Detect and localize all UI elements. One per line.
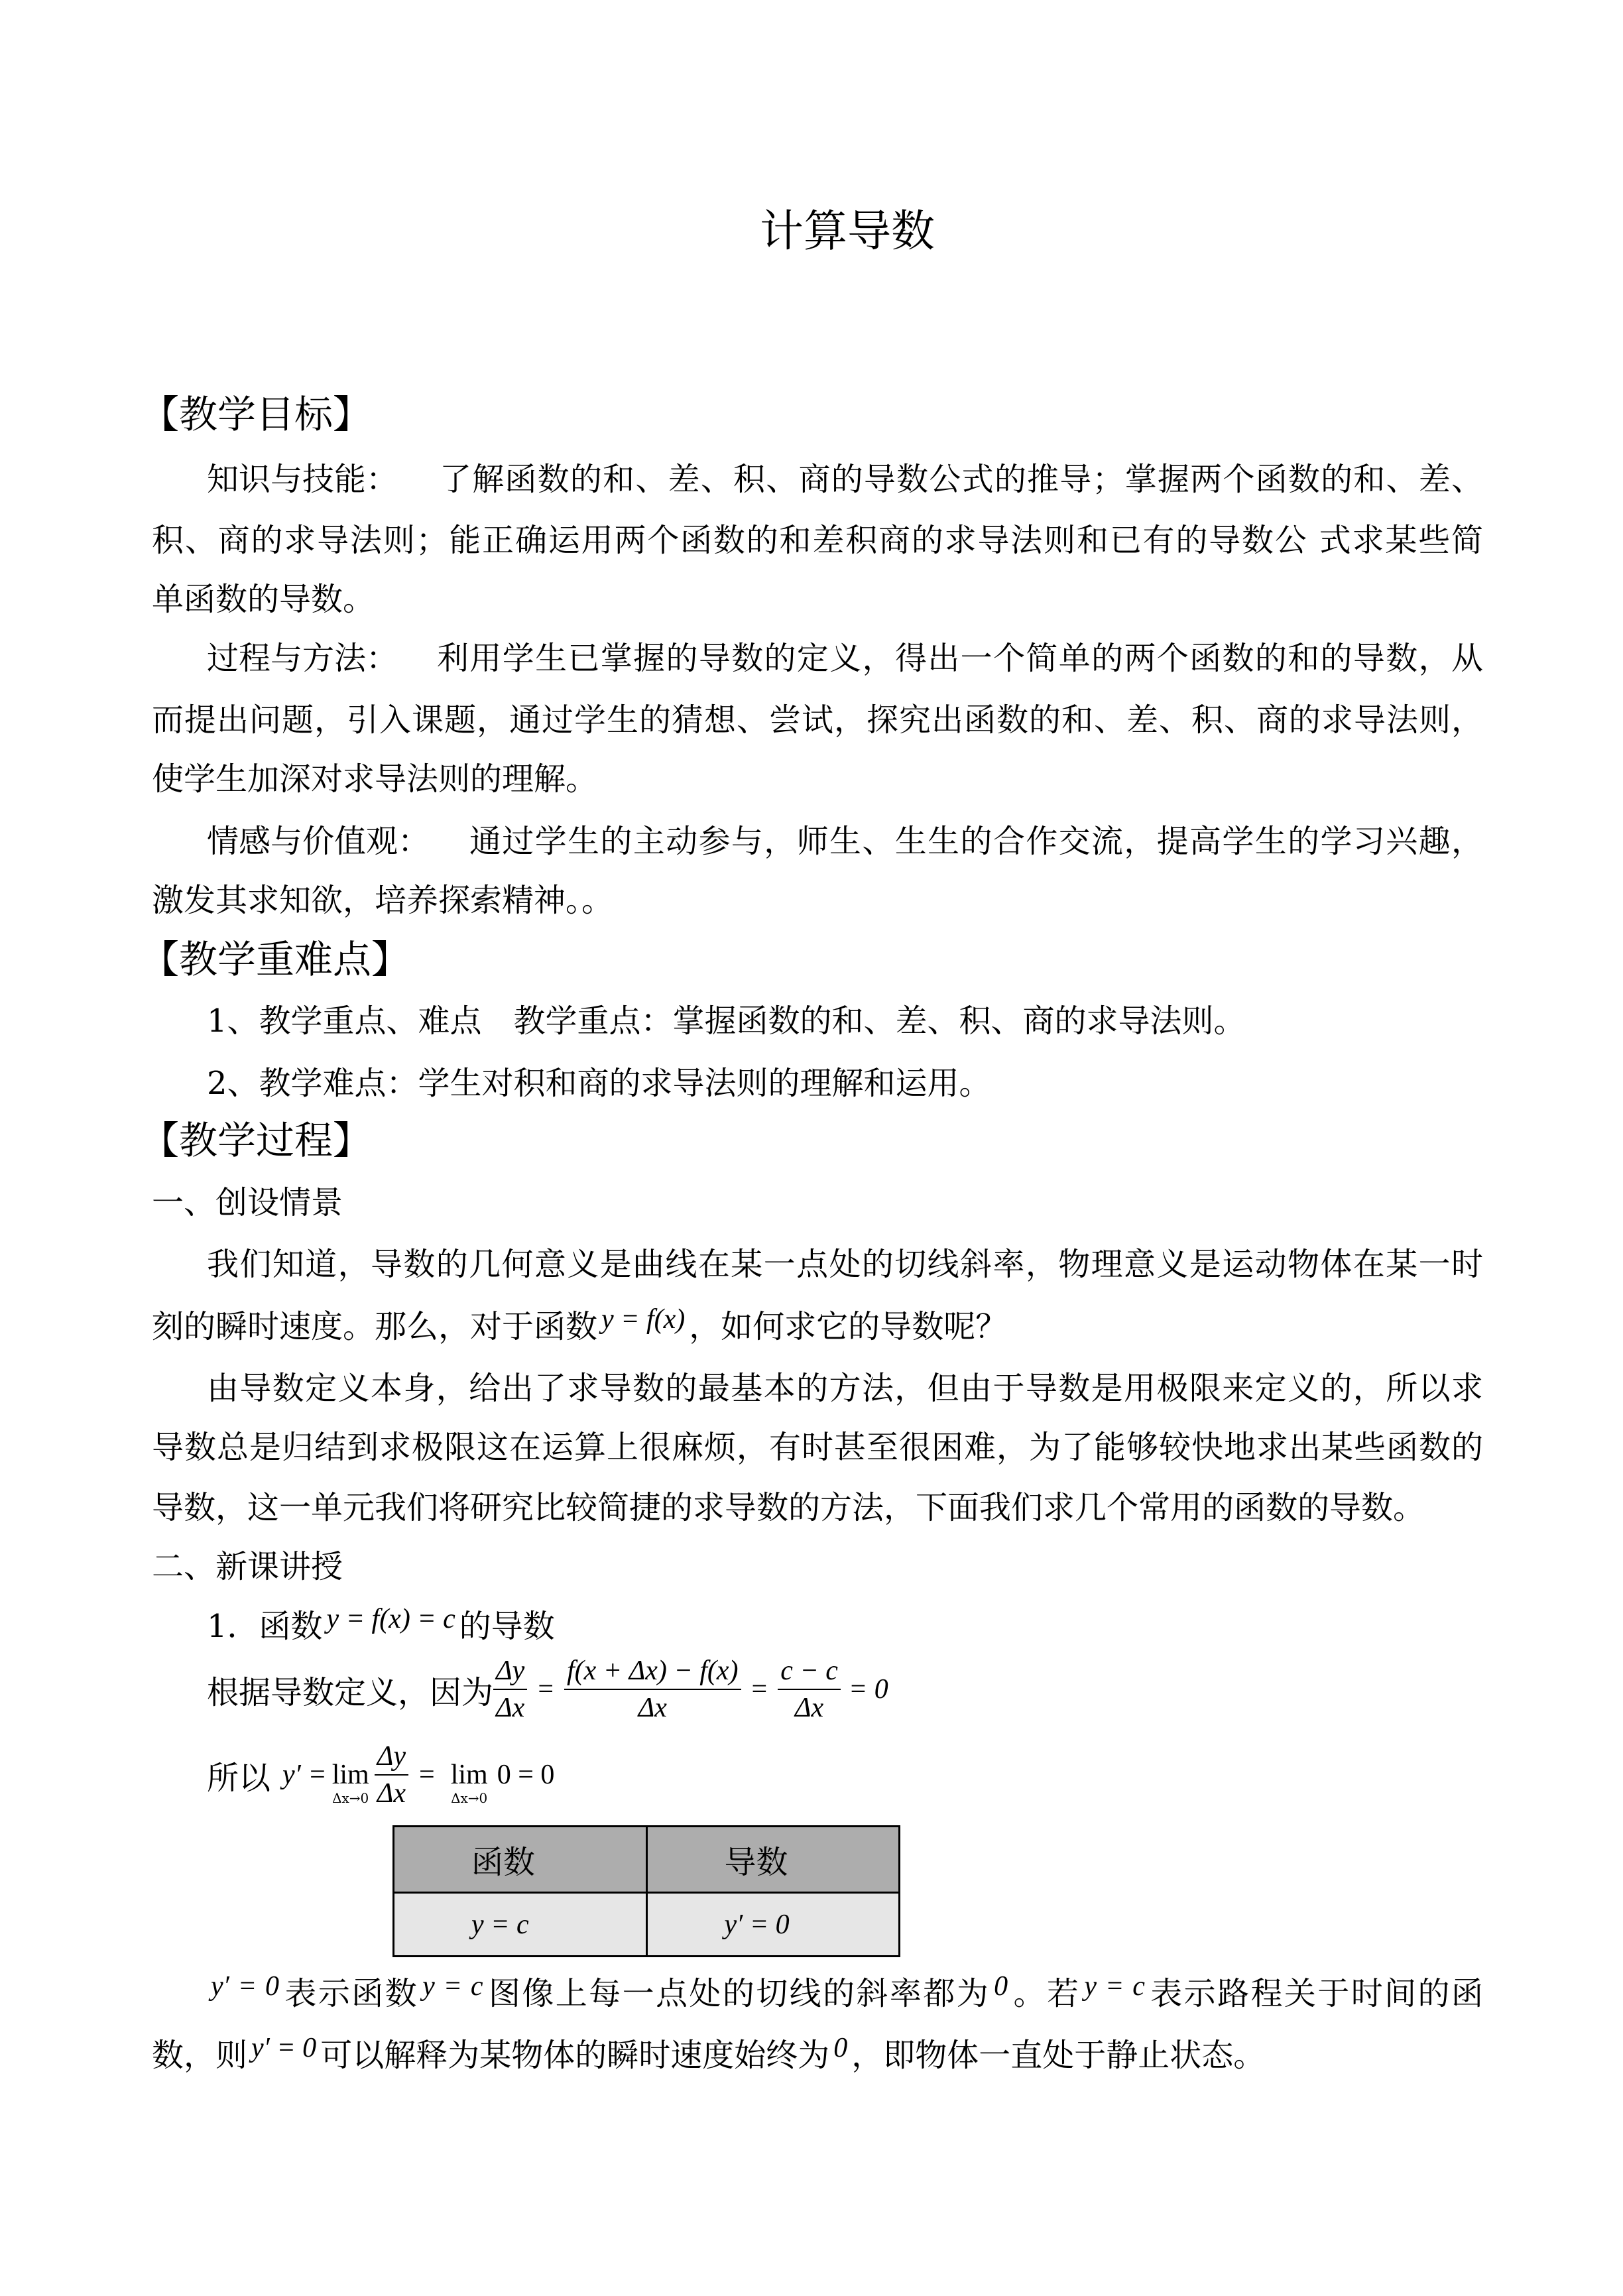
table-header-row: [394, 1827, 900, 1893]
fraction-denominator: Δx: [638, 1693, 667, 1723]
item1-text-post: 的导数: [459, 1608, 555, 1645]
label-values: 情感与价值观：: [207, 823, 430, 860]
table-cell-derivative: y′ = 0: [646, 1893, 900, 1957]
key-point-2: 2、教学难点：学生对积和商的求导法则的理解和运用。: [207, 1065, 991, 1102]
explanation-text: 数，则: [152, 2037, 248, 2074]
section-heading-intro: 一、创设情景: [152, 1184, 343, 1221]
table-row: [394, 1893, 900, 1957]
math-zero: 0: [994, 1971, 1008, 2002]
table-header-function: 函数: [394, 1827, 647, 1893]
equals-sign: =: [751, 1674, 768, 1705]
fraction-difference-quotient: [564, 1653, 741, 1726]
intro-para2-line-1: 由导数定义本身，给出了求导数的最基本的方法，但由于导数是用极限来定义的，所以求: [207, 1370, 1483, 1407]
explanation-text: 可以解释为某物体的瞬时速度始终为: [320, 2037, 830, 2074]
equals-sign: =: [538, 1674, 554, 1705]
fraction-denominator: Δx: [794, 1693, 824, 1723]
lim-text: lim: [450, 1760, 488, 1790]
limit-lhs: y′ =: [282, 1760, 327, 1790]
equals-sign: =: [419, 1760, 435, 1790]
intro-text-post: ，如何求它的导数呢？: [689, 1308, 1008, 1345]
intro-para1-line-1: 我们知道，导数的几何意义是曲线在某一点处的切线斜率，物理意义是运动物体在某一时: [207, 1246, 1483, 1283]
fraction-c-minus-c: [778, 1653, 841, 1726]
knowledge-line-1: 了解函数的和、差、积、商的导数公式的推导；掌握两个函数的和、差、: [440, 461, 1483, 498]
limit-lead-text: 所以: [207, 1759, 271, 1797]
limit-operator-1: [331, 1759, 369, 1806]
intro-para2-line-2: 导数总是归结到求极限这在运算上很麻烦，有时甚至很困难，为了能够较快地求出某些函数的: [152, 1429, 1483, 1466]
math-y-fx-c: y = f(x) = c: [326, 1604, 455, 1634]
definition-lead-text: 根据导数定义，因为: [207, 1673, 494, 1711]
table-header-derivative: 导数: [646, 1827, 900, 1893]
values-line-1: 通过学生的主动参与，师生、生生的合作交流，提高学生的学习兴趣，: [469, 823, 1483, 860]
heading-key-points: 【教学重难点】: [141, 937, 410, 982]
values-line-2: 激发其求知欲，培养探索精神。。: [152, 882, 614, 919]
math-y-prime-zero: y′ = 0: [251, 2033, 317, 2063]
lim-subscript: Δx→0: [332, 1790, 369, 1806]
intro-para1-line-2: [152, 1304, 1008, 1347]
definition-result: = 0: [848, 1674, 888, 1705]
section-heading-new-lesson: 二、新课讲授: [152, 1548, 343, 1585]
fraction-numerator: Δy: [493, 1653, 527, 1690]
method-line-1: 利用学生已掌握的导数的定义，得出一个简单的两个函数的和的导数，从: [437, 640, 1483, 677]
fraction-dy-over-dx: [375, 1738, 408, 1811]
explanation-line-2: [152, 2035, 1265, 2075]
label-method: 过程与方法：: [207, 640, 398, 677]
lim-subscript: Δx→0: [451, 1790, 488, 1806]
limit-result: 0 = 0: [497, 1760, 555, 1790]
fraction-numerator: Δy: [375, 1738, 408, 1776]
math-y-equals-c: y = c: [422, 1971, 483, 2002]
knowledge-line-2: 积、商的求导法则；能正确运用两个函数的和差积商的求导法则和已有的导数公 式求某些简: [152, 522, 1483, 559]
intro-para2-line-3: 导数，这一单元我们将研究比较简捷的求导数的方法，下面我们求几个常用的函数的导数。: [152, 1489, 1425, 1526]
table-cell-function: y = c: [394, 1893, 647, 1957]
explanation-text: 表示路程关于时间的函: [1148, 1975, 1483, 2012]
limit-operator-2: [450, 1759, 488, 1806]
math-zero: 0: [833, 2033, 848, 2063]
label-knowledge: 知识与技能：: [207, 461, 398, 498]
fraction-denominator: Δx: [496, 1693, 525, 1723]
limit-formula-row: [207, 1742, 554, 1808]
explanation-text: 图像上每一点处的切线的斜率都为: [487, 1975, 991, 2012]
definition-formula-row: [207, 1636, 888, 1742]
fraction-dy-over-dx: [493, 1653, 527, 1726]
key-point-1: 1、教学重点、难点 教学重点：掌握函数的和、差、积、商的求导法则。: [207, 1002, 1246, 1040]
intro-text-pre: 刻的瞬时速度。那么，对于函数: [152, 1308, 598, 1345]
lim-text: lim: [331, 1760, 369, 1790]
fraction-numerator: f(x + Δx) − f(x): [564, 1653, 741, 1690]
item1-text-pre: 1．函数: [207, 1608, 323, 1645]
method-line-3: 使学生加深对求导法则的理解。: [152, 760, 598, 798]
explanation-text: 。若: [1012, 1975, 1081, 2012]
heading-objectives: 【教学目标】: [141, 392, 372, 437]
math-y-prime-zero: y′ = 0: [211, 1971, 279, 2002]
explanation-text: ，即物体一直处于静止状态。: [851, 2037, 1266, 2074]
fraction-denominator: Δx: [377, 1778, 406, 1809]
explanation-line-1: [207, 1971, 1483, 2014]
derivative-table: [392, 1825, 900, 1957]
fraction-numerator: c − c: [778, 1653, 841, 1690]
math-y-equals-c: y = c: [1084, 1971, 1145, 2002]
explanation-text: 表示函数: [283, 1975, 419, 2012]
heading-process: 【教学过程】: [141, 1118, 372, 1163]
method-line-2: 而提出问题，引入课题，通过学生的猜想、尝试，探究出函数的和、差、积、商的求导法则，: [152, 701, 1483, 739]
math-y-equals-fx: y = f(x): [601, 1304, 686, 1335]
knowledge-line-3: 单函数的导数。: [152, 581, 375, 618]
page-title: 计算导数: [760, 206, 935, 257]
